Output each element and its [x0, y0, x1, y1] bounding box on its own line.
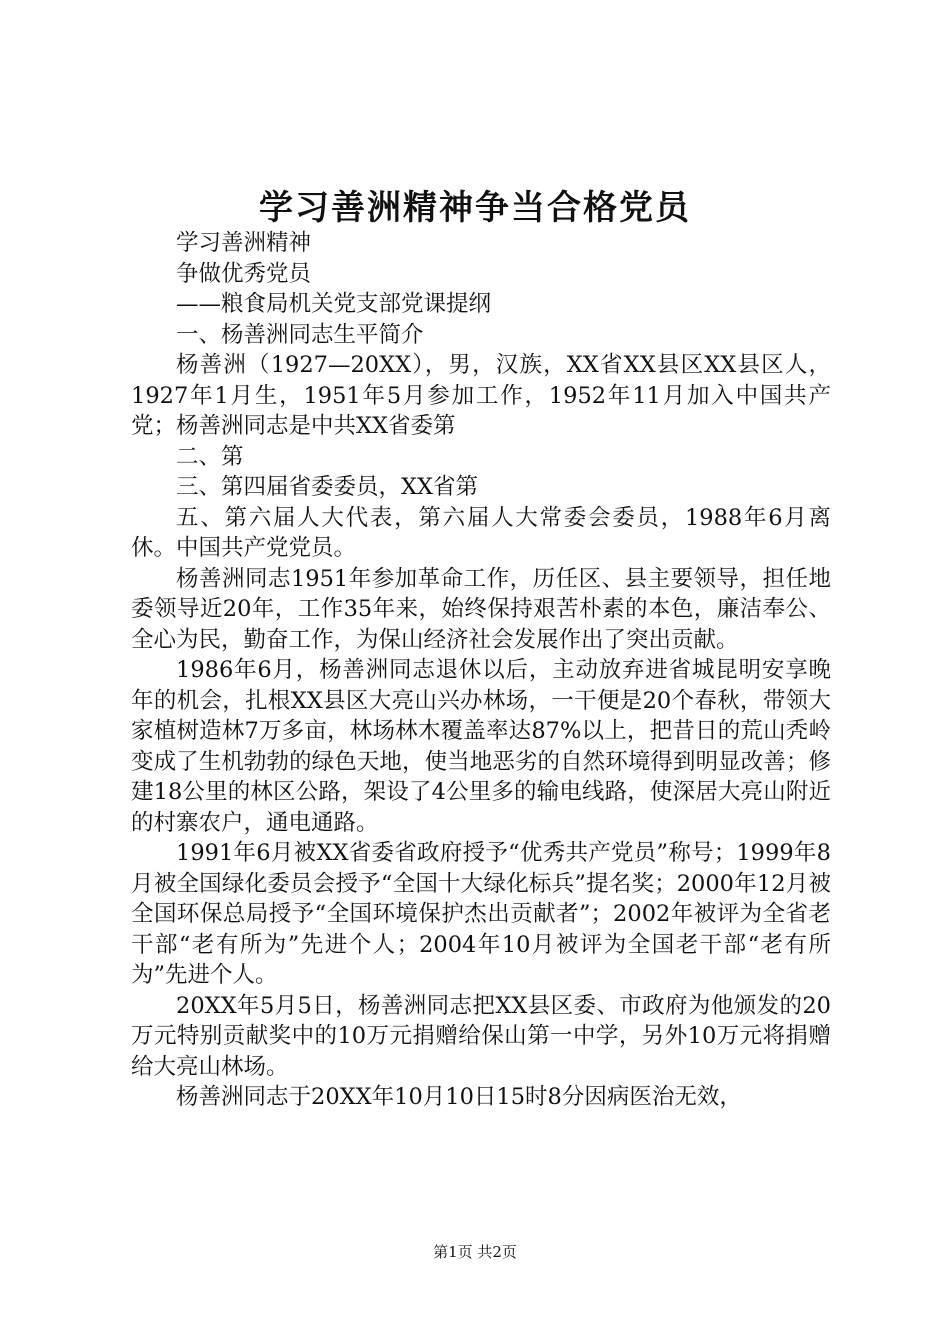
paragraph-donation: 20XX年5月5日，杨善洲同志把XX县区委、市政府为他颁发的20万元特别贡献奖中的10万元捐赠给保山第一中学，另外10万元将捐赠给大亮山林场。	[131, 992, 831, 1080]
paragraph-career: 杨善洲同志1951年参加革命工作，历任区、县主要领导，担任地委领导近20年，工作35年来，始终保持艰苦朴素的本色，廉洁奉公、全心为民，勤奋工作，为保山经济社会发展作出了突出贡献。	[131, 565, 831, 653]
paragraph-passing: 杨善洲同志于20XX年10月10日15时8分因病医治无效，	[176, 1084, 742, 1110]
paragraph-biography-intro: 杨善洲（1927—20XX），男，汉族，XX省XX县区XX县区人，1927年1月生，1951年5月参加工作，1952年11月加入中国共产党；杨善洲同志是中共XX省委第	[131, 352, 831, 439]
paragraph-honors: 1991年6月被XX省委省政府授予“优秀共产党员”称号；1999年8月被全国绿化委员会授予“全国十大绿化标兵”提名奖；2000年12月被全国环保总局授予“全国环境保护杰出贡献者”；2002年被评为全省老干部“老有所为”先进个人；2004年10月被评为全国老干部“老有所为”先进个人。	[131, 840, 831, 988]
paragraph-section-biography: 一、杨善洲同志生平简介	[176, 321, 424, 348]
paragraph-item-two: 二、第	[176, 443, 244, 470]
paragraph-heading-study-spirit: 学习善洲精神	[176, 230, 312, 256]
document-title: 学习善洲精神争当合格党员	[259, 188, 691, 228]
page-number-footer: 第1页 共2页	[433, 1243, 517, 1261]
document-body	[131, 228, 831, 1113]
paragraph-subtitle-outline: ——粮食局机关党支部党课提纲	[176, 291, 492, 317]
paragraph-item-five: 五、第六届人大代表，第六届人大常委会委员，1988年6月离休。中国共产党党员。	[131, 504, 831, 561]
paragraph-forestry: 1986年6月，杨善洲同志退休以后，主动放弃进省城昆明安享晚年的机会，扎根XX县区大亮山兴办林场，一干便是20个春秋，带领大家植树造林7万多亩，林场林木覆盖率达87%以上，把昔日的荒山秃岭变成了生机勃勃的绿色天地，使当地恶劣的自然环境得到明显改善；修建18公里的林区公路，架设了4公里多的输电线路，使深居大亮山附近的村寨农户，通电通路。	[131, 657, 831, 836]
paragraph-heading-excellent-member: 争做优秀党员	[176, 260, 312, 287]
paragraph-item-three: 三、第四届省委委员，XX省第	[176, 474, 479, 500]
